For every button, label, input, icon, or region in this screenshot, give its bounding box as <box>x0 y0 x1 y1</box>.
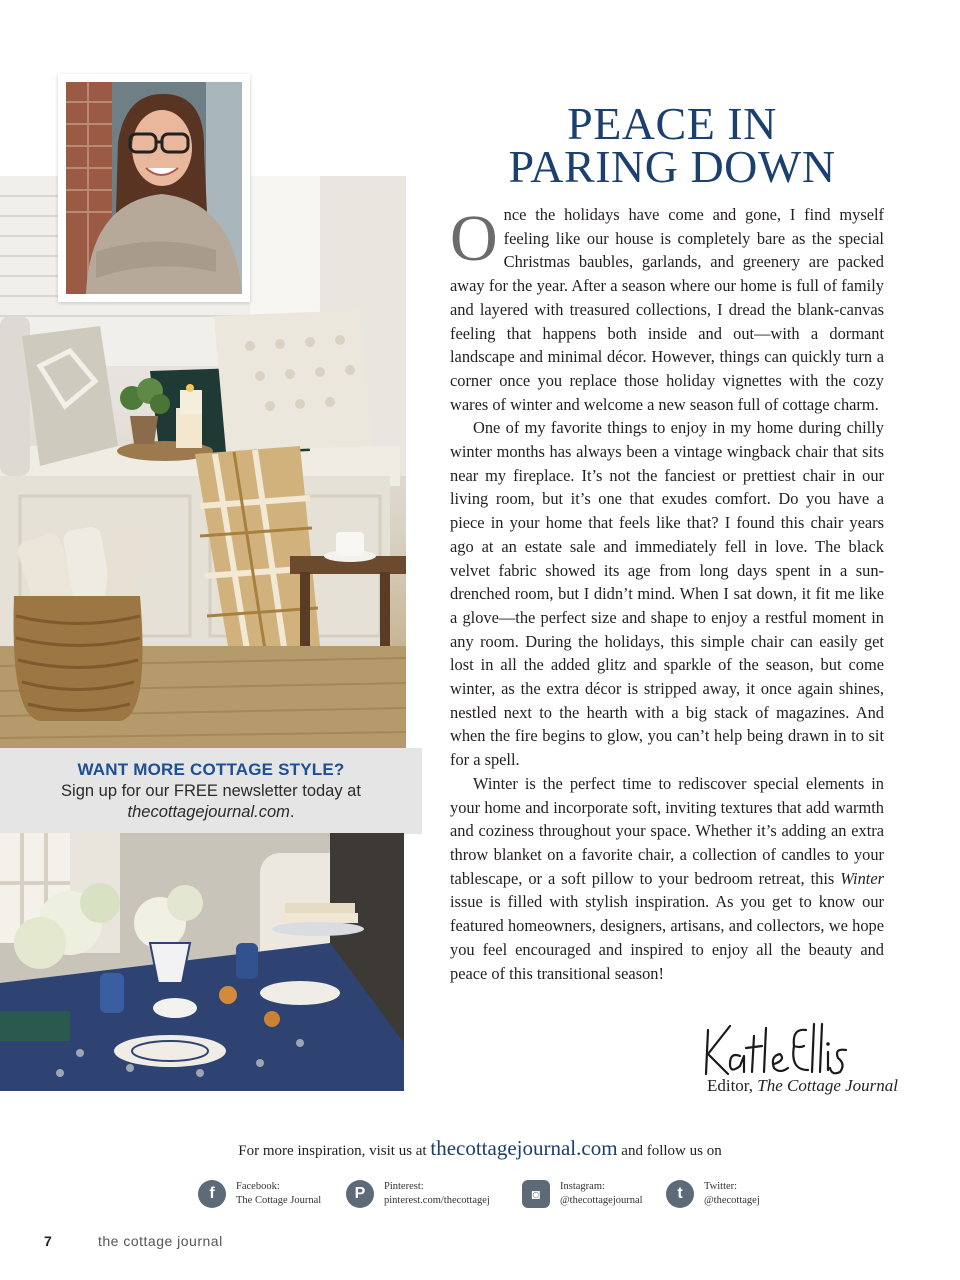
instagram-icon: ◙ <box>522 1180 550 1208</box>
signature-caption <box>707 1076 898 1096</box>
article-body <box>450 203 884 985</box>
social-pinterest[interactable] <box>346 1178 490 1210</box>
follow-text-b: and follow us on <box>617 1143 722 1159</box>
paragraph-1-text: nce the holidays have come and gone, I find myself feeling like our house is completely bare as the special Christmas baubles, garlands, and greenery are packed away for the year. After a season where our home is full of family and layered with treasured collections, I dread the blank-canvas feeling that happens both inside and out—with a dormant landscape and minimal décor. However, things can quickly turn a corner once you replace those holiday vignettes with the cozy wares of winter and welcome a new season full of cottage charm. <box>450 205 884 414</box>
follow-line <box>0 1136 960 1161</box>
dining-table-photo <box>0 833 404 1091</box>
facebook-handle: The Cottage Journal <box>236 1195 322 1206</box>
article-title-line1: PEACE IN <box>567 98 777 149</box>
pinterest-label: Pinterest: <box>384 1181 424 1192</box>
newsletter-period: . <box>289 803 295 821</box>
editor-role: Editor, <box>706 1076 758 1095</box>
paragraph-3-text-b: issue is filled with stylish inspiration. As you get to know our featured homeowners, designers, artisans, and collectors, we hope you feel encouraged and inspired to enjoy all the beauty and peace of this transitional season! <box>450 892 884 983</box>
social-twitter[interactable] <box>666 1178 760 1210</box>
article-title-line2: PARING DOWN <box>508 141 836 192</box>
page-number: 7 <box>44 1233 52 1249</box>
facebook-icon: f <box>198 1180 226 1208</box>
pinterest-handle: pinterest.com/thecottagej <box>384 1195 490 1206</box>
newsletter-url-line <box>0 803 422 822</box>
social-facebook[interactable] <box>198 1178 321 1210</box>
instagram-label: Instagram: <box>560 1181 605 1192</box>
article-title <box>460 98 884 192</box>
social-instagram[interactable] <box>522 1178 643 1210</box>
magazine-name: the cottage journal <box>98 1233 223 1249</box>
newsletter-title: WANT MORE COTTAGE STYLE? <box>77 760 345 779</box>
pinterest-icon: P <box>346 1180 374 1208</box>
website-link[interactable]: thecottagejournal.com <box>430 1136 618 1160</box>
drop-cap: O <box>450 202 498 275</box>
instagram-handle: @thecottagejournal <box>560 1195 643 1206</box>
paragraph-3 <box>450 772 884 985</box>
newsletter-banner <box>0 748 422 834</box>
paragraph-1 <box>450 203 884 416</box>
editor-portrait-photo <box>66 82 242 294</box>
issue-name: Winter <box>840 868 884 888</box>
newsletter-link[interactable]: thecottagejournal.com <box>127 803 290 821</box>
editor-portrait-frame <box>58 74 250 302</box>
paragraph-2: One of my favorite things to enjoy in my home during chilly winter months has always been a vintage wingback chair that sits near my fireplace. It’s not the fanciest or prettiest chair in our living room, but it’s one that exudes comfort. Do you have a piece in your home that feels like that? I found this chair years ago at an estate sale and immediately fell in love. The black velvet fabric showed its age from long days spent in a sun-drenched room, but I didn’t mind. When I sat down, it fit me like a glove—the perfect size and shape to enjoy a restful moment in any room. During the holidays, this simple chair can easily get lost in all the added glitz and sparkle of the season, but come winter, as the extra décor is stripped away, it once again shines, nestled next to the hearth with a big stack of magazines. And when the fire begins to glow, you can’t help being drawn in to sit for a spell. <box>450 418 884 770</box>
facebook-label: Facebook: <box>236 1181 280 1192</box>
twitter-handle: @thecottagej <box>704 1195 760 1206</box>
newsletter-text: Sign up for our FREE newsletter today at <box>61 782 361 800</box>
publication-name: The Cottage Journal <box>757 1076 898 1095</box>
twitter-icon: t <box>666 1180 694 1208</box>
paragraph-3-text-a: Winter is the perfect time to rediscover special elements in your home and incorporate soft, inviting textures that add warmth and coziness throughout your space. Whether it’s adding an extra throw blanket on a favorite chair, a collection of candles to your tablescape, or a soft pillow to your bedroom retreat, this <box>450 773 884 888</box>
twitter-label: Twitter: <box>704 1181 738 1192</box>
editor-signature <box>700 1016 850 1082</box>
follow-text-a: For more inspiration, visit us at <box>238 1143 431 1159</box>
